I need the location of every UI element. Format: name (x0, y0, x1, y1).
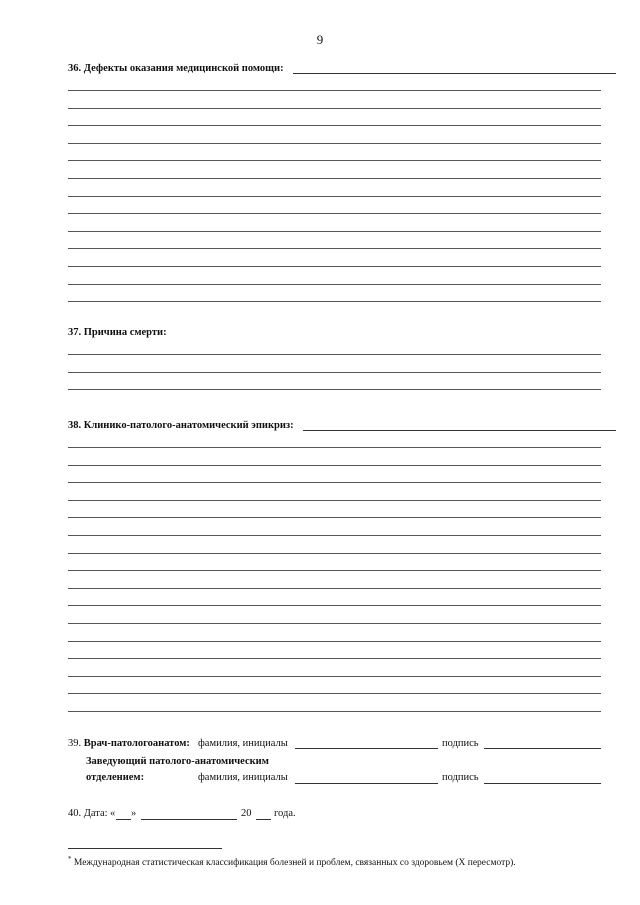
date-day-field[interactable] (116, 819, 131, 820)
section-37-write-line[interactable] (68, 389, 601, 390)
section-38-write-line[interactable] (68, 465, 601, 466)
section-38-label: 38. Клинико-патолого-анатомический эпикриз: (68, 420, 294, 431)
footnote (68, 855, 516, 868)
section-39-number: 39. (68, 738, 82, 749)
section-39-row1 (68, 738, 190, 749)
head-title-line2: отделением: (86, 772, 145, 783)
section-38-write-line[interactable] (68, 535, 601, 536)
head-name-field[interactable] (295, 783, 438, 784)
section-36-write-line[interactable] (68, 266, 601, 267)
footnote-marker: * (68, 855, 72, 863)
pathologist-name-label: фамилия, инициалы (198, 738, 288, 749)
section-38-write-line[interactable] (68, 605, 601, 606)
section-38-write-line[interactable] (68, 517, 601, 518)
section-36-write-line[interactable] (68, 231, 601, 232)
pathologist-signature-label: подпись (442, 738, 479, 749)
section-38-first-line[interactable] (303, 430, 616, 431)
section-40-number: 40. (68, 808, 82, 819)
section-38-write-line[interactable] (68, 570, 601, 571)
section-38-write-line[interactable] (68, 693, 601, 694)
head-title-line1: Заведующий патолого-анатомическим (86, 756, 269, 767)
date-row (68, 808, 108, 819)
section-38-write-line[interactable] (68, 553, 601, 554)
section-36-first-line[interactable] (293, 73, 616, 74)
section-36-write-line[interactable] (68, 196, 601, 197)
date-open-quote: « (110, 808, 116, 819)
section-38-write-line[interactable] (68, 711, 601, 712)
section-36-write-line[interactable] (68, 108, 601, 109)
head-signature-field[interactable] (484, 783, 601, 784)
section-36-write-line[interactable] (68, 301, 601, 302)
pathologist-signature-field[interactable] (484, 748, 601, 749)
pathologist-name-field[interactable] (295, 748, 438, 749)
head-name-label: фамилия, инициалы (198, 772, 288, 783)
section-38-write-line[interactable] (68, 676, 601, 677)
date-close-quote: » (131, 808, 137, 819)
section-38-write-line[interactable] (68, 641, 601, 642)
section-36-write-line[interactable] (68, 284, 601, 285)
section-36-write-line[interactable] (68, 125, 601, 126)
section-38-write-line[interactable] (68, 447, 601, 448)
date-year-suffix: года. (274, 808, 296, 819)
pathologist-title: Врач-патологоанатом: (83, 738, 190, 749)
footnote-divider (68, 848, 222, 849)
section-36-write-line[interactable] (68, 178, 601, 179)
date-year-prefix: 20 (241, 808, 252, 819)
date-month-field[interactable] (141, 819, 237, 820)
section-36-label: 36. Дефекты оказания медицинской помощи: (68, 63, 284, 74)
section-37-write-line[interactable] (68, 372, 601, 373)
section-38-write-line[interactable] (68, 500, 601, 501)
section-36-write-line[interactable] (68, 213, 601, 214)
section-37-label: 37. Причина смерти: (68, 327, 167, 338)
section-36-write-line[interactable] (68, 160, 601, 161)
section-38-write-line[interactable] (68, 588, 601, 589)
section-38-write-line[interactable] (68, 658, 601, 659)
date-year-field[interactable] (256, 819, 271, 820)
section-38-write-line[interactable] (68, 623, 601, 624)
footnote-text: Международная статистическая классификация болезней и проблем, связанных со здоровьем (X пересмотр). (73, 858, 516, 869)
head-signature-label: подпись (442, 772, 479, 783)
date-label: Дата: (83, 808, 108, 819)
section-38-write-line[interactable] (68, 482, 601, 483)
page-number: 9 (316, 32, 324, 47)
section-36-write-line[interactable] (68, 143, 601, 144)
section-36-write-line[interactable] (68, 248, 601, 249)
section-37-write-line[interactable] (68, 354, 601, 355)
section-36-write-line[interactable] (68, 90, 601, 91)
